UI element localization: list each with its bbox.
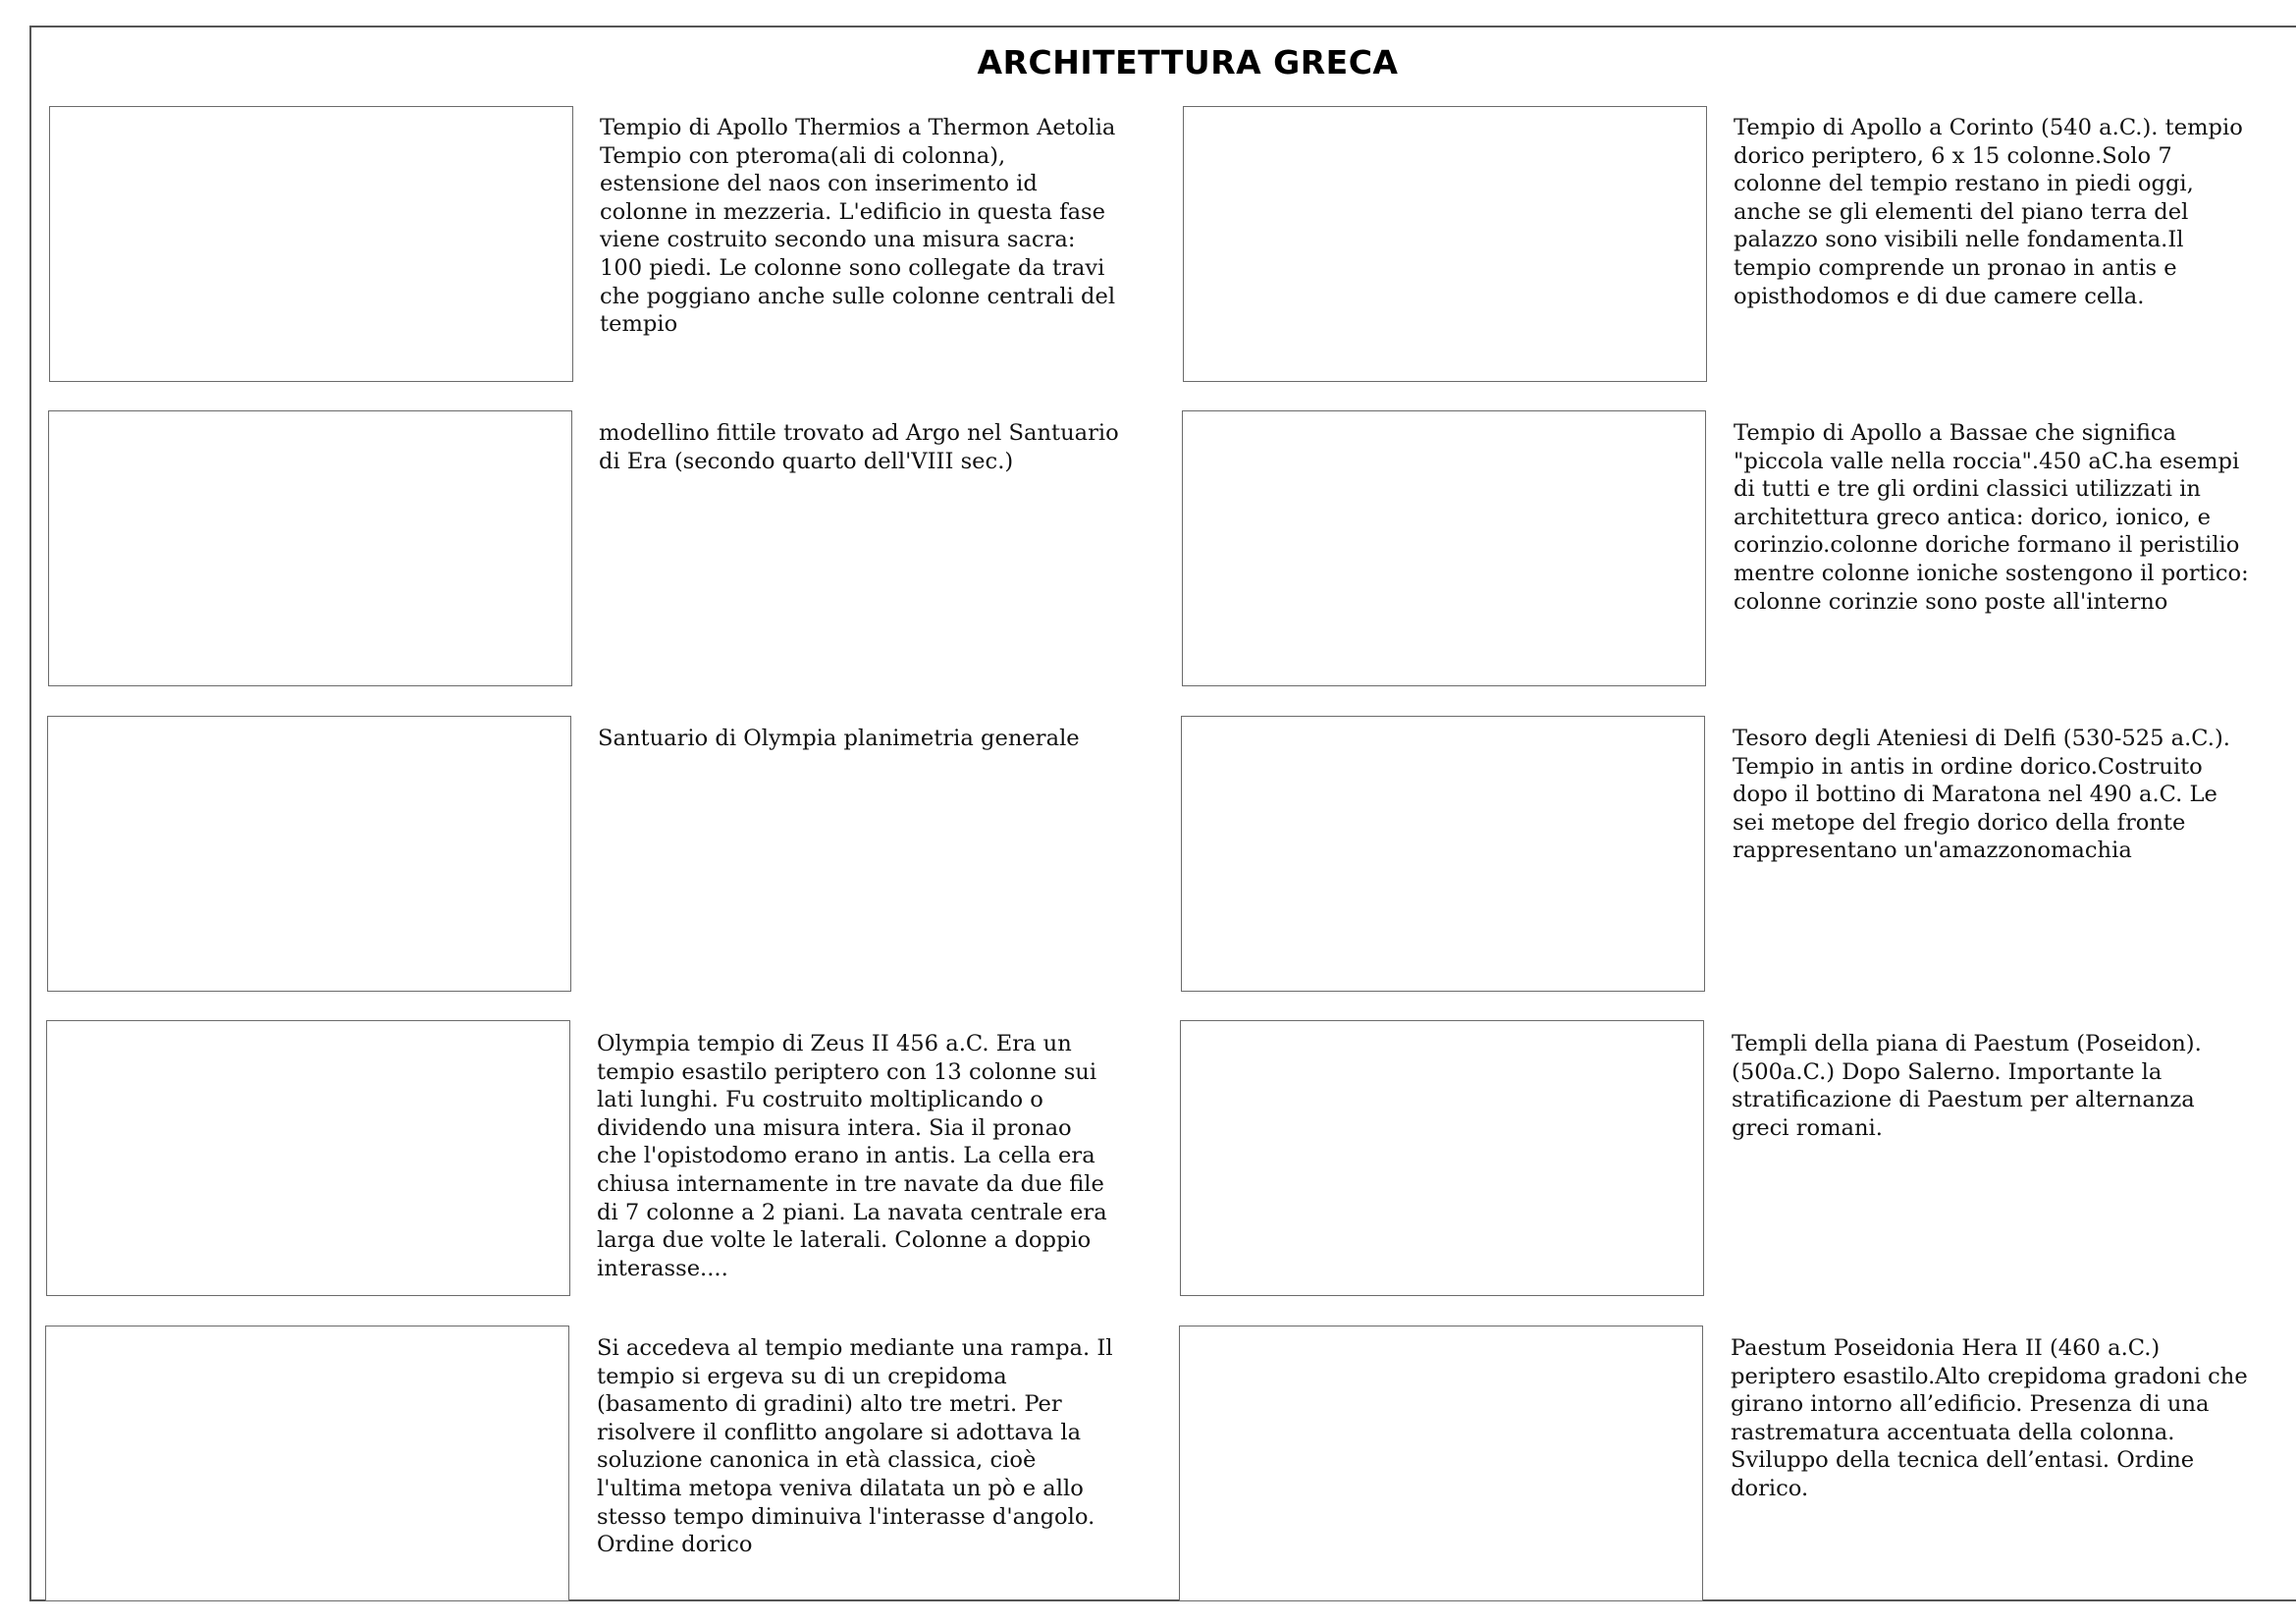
caption-thermon: Tempio di Apollo Thermios a Thermon Aetolia Tempio con pteroma(ali di colonna), estensione del naos con inserimento id colonne in mezzeria. L'edificio in questa fase viene costruito secondo una misura sacra: 100 piedi. Le colonne sono collegate da travi che poggiano anche sulle colonne centrali del tempio [600, 115, 1116, 338]
image-placeholder-zeus [46, 1020, 570, 1296]
caption-corinto: Tempio di Apollo a Corinto (540 a.C.). tempio dorico periptero, 6 x 15 colonne.Solo 7 colonne del tempio restano in piedi oggi, anche se gli elementi del piano terra del palazzo sono visibili nelle fondamenta.Il tempio comprende un pronao in antis e opisthodomos e di due camere cella. [1734, 115, 2243, 309]
image-placeholder-corinto [1183, 106, 1707, 382]
caption-paestum-poseidon: Templi della piana di Paestum (Poseidon). (500a.C.) Dopo Salerno. Importante la stratificazione di Paestum per alternanza greci romani. [1732, 1031, 2202, 1141]
page-title: ARCHITETTURA GRECA [977, 43, 1399, 81]
image-placeholder-delfi [1181, 716, 1705, 992]
image-placeholder-argo [48, 410, 572, 686]
caption-olympia-plan: Santuario di Olympia planimetria generale [598, 726, 1080, 751]
caption-hera: Paestum Poseidonia Hera II (460 a.C.) periptero esastilo.Alto crepidoma gradoni che girano intorno all’edificio. Presenza di una rastrematura accentuata della colonna. Sviluppo della tecnica dell’entasi. Ordine dorico. [1731, 1335, 2248, 1501]
image-placeholder-hera [1179, 1326, 1703, 1601]
caption-argo: modellino fittile trovato ad Argo nel Santuario di Era (secondo quarto dell'VIII sec.) [599, 420, 1119, 474]
caption-bassae: Tempio di Apollo a Bassae che significa "piccola valle nella roccia".450 aC.ha esempi di tutti e tre gli ordini classici utilizzati in architettura greco antica: dorico, ionico, e corinzio.colonne doriche formano il peristilio mentre colonne ioniche sostengono il portico: colonne corinzie sono poste all'interno [1734, 420, 2249, 615]
image-placeholder-paestum-poseidon [1180, 1020, 1704, 1296]
image-placeholder-rampa [45, 1326, 569, 1601]
caption-delfi: Tesoro degli Ateniesi di Delfi (530-525 a.C.). Tempio in antis in ordine dorico.Costruito dopo il bottino di Maratona nel 490 a.C. Le sei metope del fregio dorico della fronte rappresentano un'amazzonomachia [1733, 726, 2230, 864]
image-placeholder-olympia-plan [47, 716, 571, 992]
image-placeholder-thermon [49, 106, 573, 382]
caption-zeus: Olympia tempio di Zeus II 456 a.C. Era un tempio esastilo periptero con 13 colonne sui lati lunghi. Fu costruito moltiplicando o dividendo una misura intera. Sia il pronao che l'opistodomo erano in antis. La cella era chiusa internamente in tre navate da due file di 7 colonne a 2 piani. La navata centrale era larga due volte le laterali. Colonne a doppio interasse.... [597, 1031, 1107, 1281]
image-placeholder-bassae [1182, 410, 1706, 686]
caption-rampa: Si accedeva al tempio mediante una rampa. Il tempio si ergeva su di un crepidoma (basamento di gradini) alto tre metri. Per risolvere il conflitto angolare si adottava la soluzione canonica in età classica, cioè l'ultima metopa veniva dilatata un pò e allo stesso tempo diminuiva l'interasse d'angolo. Ordine dorico [597, 1335, 1113, 1558]
